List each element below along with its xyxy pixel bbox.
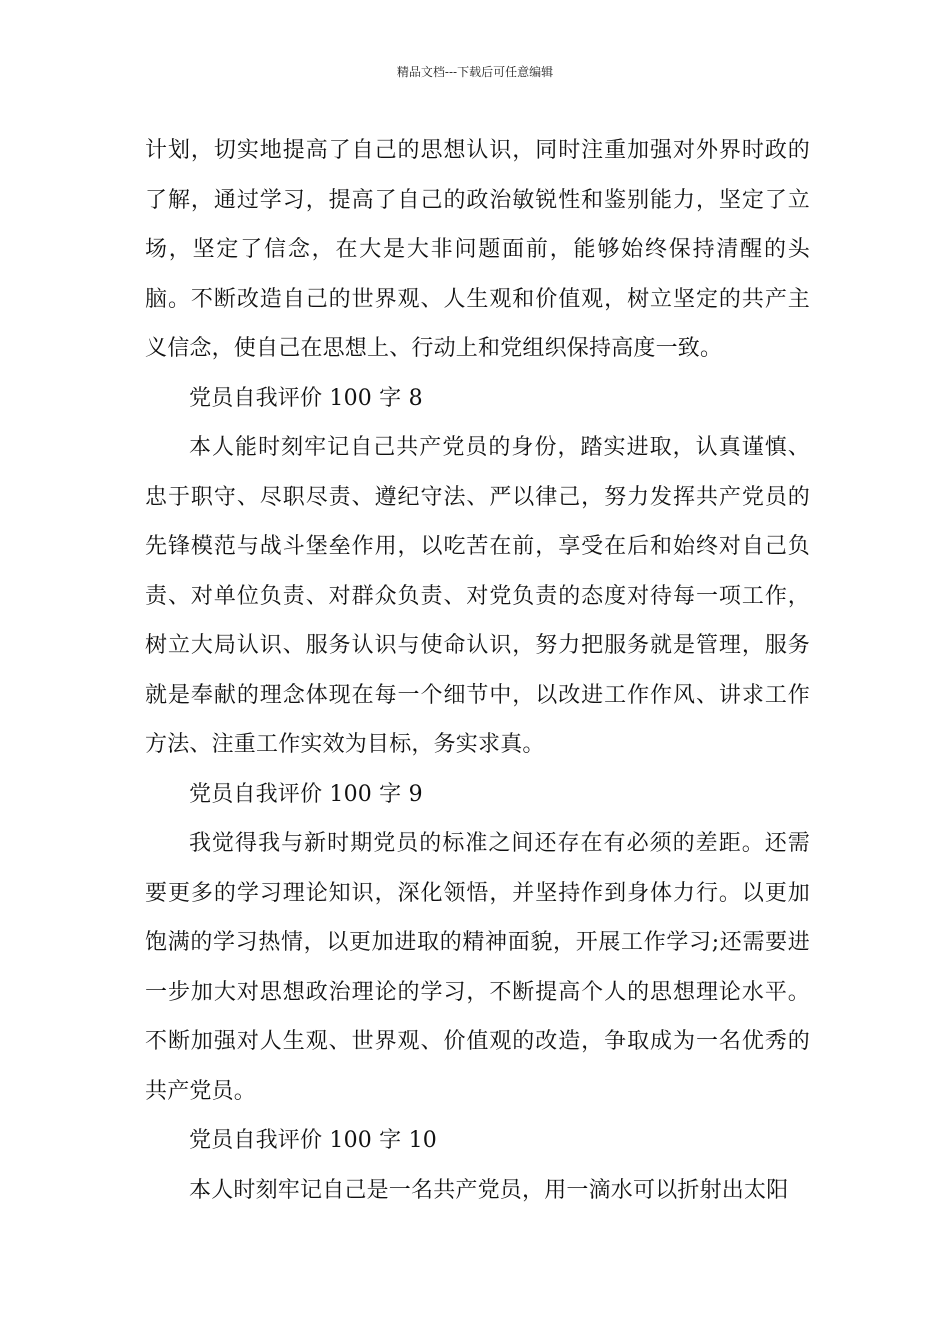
paragraph-8: 本人能时刻牢记自己共产党员的身份，踏实进取，认真谨慎、忠于职守、尽职尽责、遵纪守法、严以律己，努力发挥共产党员的先锋模范与战斗堡垒作用，以吃苦在前，享受在后和始终对自己负责、对单位负责、对群众负责、对党负责的态度对待每一项工作，树立大局认识、服务认识与使命认识，努力把服务就是管理，服务就是奉献的理念体现在每一个细节中，以改进工作作风、讲求工作方法、注重工作实效为目标，务实求真。 xyxy=(145,435,810,757)
section-heading-10: 党员自我评价 100 字 10 xyxy=(189,1128,437,1153)
paragraph-continuation: 计划，切实地提高了自己的思想认识，同时注重加强对外界时政的了解，通过学习，提高了自己的政治敏锐性和鉴别能力，坚定了立场，坚定了信念，在大是大非问题面前，能够始终保持清醒的头脑。不断改造自己的世界观、人生观和价值观，树立坚定的共产主义信念，使自己在思想上、行动上和党组织保持高度一致。 xyxy=(145,138,810,361)
paragraph-10: 本人时刻牢记自己是一名共产党员，用一滴水可以折射出太阳 xyxy=(189,1177,789,1203)
section-heading-8: 党员自我评价 100 字 8 xyxy=(189,385,423,411)
section-heading-9: 党员自我评价 100 字 9 xyxy=(189,781,423,807)
paragraph-9: 我觉得我与新时期党员的标准之间还存在有必须的差距。还需要更多的学习理论知识，深化领悟，并坚持作到身体力行。以更加饱满的学习热情，以更加进取的精神面貌，开展工作学习;还需要进一步加大对思想政治理论的学习，不断提高个人的思想理论水平。不断加强对人生观、世界观、价值观的改造，争取成为一名优秀的共产党员。 xyxy=(145,831,810,1104)
document-body xyxy=(145,126,810,1215)
page-header: 精品文档---下载后可任意编辑 xyxy=(396,65,554,79)
